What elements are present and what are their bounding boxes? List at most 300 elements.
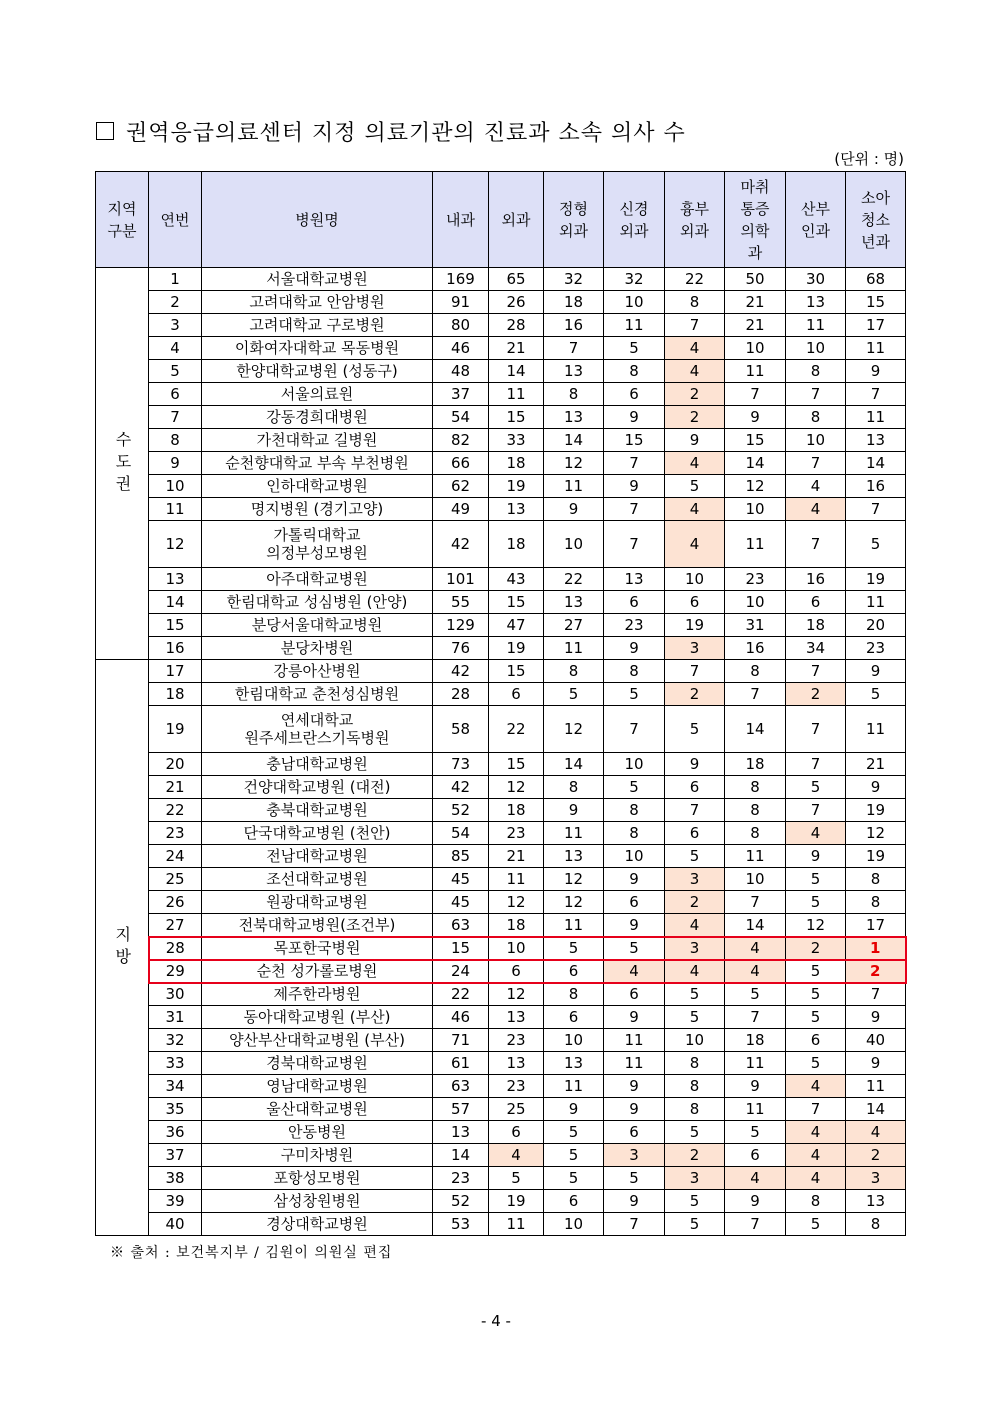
doctor-count: 9 bbox=[725, 406, 786, 429]
doctor-count: 4 bbox=[786, 475, 846, 498]
doctor-count: 7 bbox=[604, 452, 665, 475]
doctor-count: 1 bbox=[846, 937, 906, 960]
header-pediatrics bbox=[846, 172, 906, 268]
doctor-count: 5 bbox=[604, 337, 665, 360]
doctor-count: 42 bbox=[433, 776, 489, 799]
doctor-count: 13 bbox=[489, 498, 544, 521]
doctor-count: 22 bbox=[544, 568, 604, 591]
table-row bbox=[96, 845, 906, 868]
doctor-count: 14 bbox=[433, 1144, 489, 1167]
doctor-count: 18 bbox=[489, 452, 544, 475]
doctor-count: 52 bbox=[433, 1190, 489, 1213]
row-number: 35 bbox=[149, 1098, 202, 1121]
doctor-count: 11 bbox=[846, 591, 906, 614]
doctor-count: 62 bbox=[433, 475, 489, 498]
doctor-count: 9 bbox=[665, 429, 725, 452]
doctor-count: 2 bbox=[665, 1144, 725, 1167]
doctor-count: 5 bbox=[725, 1121, 786, 1144]
doctor-count: 4 bbox=[665, 498, 725, 521]
doctor-count: 15 bbox=[489, 753, 544, 776]
table-row bbox=[96, 337, 906, 360]
table-row bbox=[96, 1121, 906, 1144]
doctor-count: 5 bbox=[665, 475, 725, 498]
doctor-count: 6 bbox=[604, 983, 665, 1006]
doctor-count: 55 bbox=[433, 591, 489, 614]
row-number: 7 bbox=[149, 406, 202, 429]
doctor-count: 47 bbox=[489, 614, 544, 637]
header-text: 신경 bbox=[619, 199, 649, 218]
doctor-count: 58 bbox=[433, 706, 489, 753]
header-text: 지역 bbox=[107, 199, 137, 218]
doctor-count: 15 bbox=[725, 429, 786, 452]
unit-label: (단위 : 명) bbox=[834, 150, 904, 168]
doctor-count: 3 bbox=[665, 868, 725, 891]
table-row bbox=[96, 799, 906, 822]
table-row bbox=[96, 591, 906, 614]
doctor-count: 8 bbox=[846, 891, 906, 914]
doctor-count: 21 bbox=[725, 291, 786, 314]
header-text: 내과 bbox=[446, 210, 475, 229]
doctor-count: 22 bbox=[665, 268, 725, 291]
doctor-count: 11 bbox=[725, 521, 786, 568]
table-body bbox=[96, 268, 906, 1236]
hospital-name: 인하대학교병원 bbox=[202, 475, 433, 498]
row-number: 34 bbox=[149, 1075, 202, 1098]
doctor-count: 13 bbox=[846, 1190, 906, 1213]
doctor-count: 9 bbox=[846, 1052, 906, 1075]
row-number: 27 bbox=[149, 914, 202, 937]
row-number: 8 bbox=[149, 429, 202, 452]
doctor-count: 45 bbox=[433, 891, 489, 914]
row-number: 38 bbox=[149, 1167, 202, 1190]
doctor-count: 71 bbox=[433, 1029, 489, 1052]
doctor-count: 6 bbox=[489, 1121, 544, 1144]
doctor-count: 11 bbox=[604, 1052, 665, 1075]
doctor-count: 16 bbox=[846, 475, 906, 498]
doctor-count: 2 bbox=[665, 406, 725, 429]
hospital-name: 고려대학교 안암병원 bbox=[202, 291, 433, 314]
doctor-count: 12 bbox=[489, 983, 544, 1006]
doctor-count: 7 bbox=[786, 383, 846, 406]
table-row bbox=[96, 891, 906, 914]
doctor-count: 20 bbox=[846, 614, 906, 637]
hospital-name: 서울의료원 bbox=[202, 383, 433, 406]
doctor-count: 9 bbox=[604, 406, 665, 429]
table-row bbox=[96, 521, 906, 568]
hospital-name: 건양대학교병원 (대전) bbox=[202, 776, 433, 799]
doctor-count: 9 bbox=[604, 868, 665, 891]
doctor-count: 14 bbox=[846, 1098, 906, 1121]
doctor-count: 16 bbox=[725, 637, 786, 660]
doctor-count: 6 bbox=[665, 776, 725, 799]
row-number: 9 bbox=[149, 452, 202, 475]
doctor-count: 9 bbox=[604, 1098, 665, 1121]
doctor-count: 5 bbox=[544, 937, 604, 960]
doctor-count: 25 bbox=[489, 1098, 544, 1121]
doctor-count: 23 bbox=[489, 1029, 544, 1052]
doctor-count: 2 bbox=[665, 891, 725, 914]
doctor-count: 12 bbox=[544, 706, 604, 753]
doctor-count: 8 bbox=[604, 360, 665, 383]
row-number: 32 bbox=[149, 1029, 202, 1052]
doctor-count: 26 bbox=[489, 291, 544, 314]
doctor-count: 11 bbox=[846, 406, 906, 429]
doctor-count: 7 bbox=[786, 799, 846, 822]
table-row bbox=[96, 1167, 906, 1190]
doctor-count: 13 bbox=[604, 568, 665, 591]
header-text: 연번 bbox=[160, 210, 190, 229]
doctor-count: 7 bbox=[846, 383, 906, 406]
row-number: 22 bbox=[149, 799, 202, 822]
doctor-count: 7 bbox=[604, 1213, 665, 1236]
doctor-count: 7 bbox=[846, 983, 906, 1006]
hospital-name: 구미차병원 bbox=[202, 1144, 433, 1167]
table-row bbox=[96, 406, 906, 429]
hospital-name: 울산대학교병원 bbox=[202, 1098, 433, 1121]
doctor-count: 6 bbox=[604, 891, 665, 914]
doctor-count: 5 bbox=[786, 1006, 846, 1029]
header-text: 통증 bbox=[740, 199, 770, 218]
hospital-name: 양산부산대학교병원 (부산) bbox=[202, 1029, 433, 1052]
doctor-count: 6 bbox=[665, 822, 725, 845]
table-row bbox=[96, 960, 906, 983]
doctor-count: 11 bbox=[544, 1075, 604, 1098]
doctor-count: 4 bbox=[786, 822, 846, 845]
doctor-count: 5 bbox=[846, 683, 906, 706]
doctor-count: 11 bbox=[489, 383, 544, 406]
doctor-count: 19 bbox=[665, 614, 725, 637]
header-text: 산부 bbox=[801, 199, 830, 218]
row-number: 37 bbox=[149, 1144, 202, 1167]
doctor-count: 43 bbox=[489, 568, 544, 591]
doctor-count: 48 bbox=[433, 360, 489, 383]
doctor-count: 15 bbox=[489, 660, 544, 683]
doctor-count: 11 bbox=[489, 1213, 544, 1236]
row-number: 39 bbox=[149, 1190, 202, 1213]
row-number: 12 bbox=[149, 521, 202, 568]
header-text: 인과 bbox=[801, 221, 830, 240]
header-text: 흉부 bbox=[680, 199, 709, 218]
doctor-count: 3 bbox=[604, 1144, 665, 1167]
hospital-name: 고려대학교 구로병원 bbox=[202, 314, 433, 337]
table-row bbox=[96, 568, 906, 591]
doctor-count: 5 bbox=[544, 1144, 604, 1167]
row-number: 29 bbox=[149, 960, 202, 983]
doctor-count: 14 bbox=[725, 706, 786, 753]
table-row bbox=[96, 937, 906, 960]
doctor-count: 11 bbox=[544, 822, 604, 845]
doctor-count: 9 bbox=[665, 753, 725, 776]
doctor-count: 45 bbox=[433, 868, 489, 891]
doctor-count: 8 bbox=[725, 799, 786, 822]
doctor-count: 85 bbox=[433, 845, 489, 868]
doctor-count: 6 bbox=[786, 591, 846, 614]
doctor-count: 13 bbox=[544, 360, 604, 383]
doctor-count: 63 bbox=[433, 914, 489, 937]
header-text: 마취 bbox=[740, 177, 770, 196]
doctor-count: 6 bbox=[489, 683, 544, 706]
doctor-count: 9 bbox=[604, 1190, 665, 1213]
doctor-count: 66 bbox=[433, 452, 489, 475]
hospital-name: 연세대학교 원주세브란스기독병원 bbox=[202, 706, 433, 753]
doctor-count: 11 bbox=[725, 360, 786, 383]
header-text: 외과 bbox=[559, 221, 588, 240]
hospital-name: 가톨릭대학교 의정부성모병원 bbox=[202, 521, 433, 568]
doctor-count: 68 bbox=[846, 268, 906, 291]
doctor-count: 16 bbox=[544, 314, 604, 337]
doctor-count: 4 bbox=[665, 337, 725, 360]
hospital-name: 순천향대학교 부속 부천병원 bbox=[202, 452, 433, 475]
table-row bbox=[96, 291, 906, 314]
row-number: 4 bbox=[149, 337, 202, 360]
row-number: 26 bbox=[149, 891, 202, 914]
row-number: 23 bbox=[149, 822, 202, 845]
hospital-name: 한양대학교병원 (성동구) bbox=[202, 360, 433, 383]
doctor-count: 8 bbox=[604, 799, 665, 822]
hospital-name: 순천 성가롤로병원 bbox=[202, 960, 433, 983]
doctor-count: 7 bbox=[544, 337, 604, 360]
doctor-count: 11 bbox=[604, 314, 665, 337]
doctor-count: 23 bbox=[725, 568, 786, 591]
doctor-count: 12 bbox=[725, 475, 786, 498]
doctor-count: 11 bbox=[786, 314, 846, 337]
header-hospital bbox=[202, 172, 433, 268]
doctor-count: 4 bbox=[846, 1121, 906, 1144]
hospital-name: 강릉아산병원 bbox=[202, 660, 433, 683]
header-text: 외과 bbox=[501, 210, 531, 229]
doctor-count: 23 bbox=[604, 614, 665, 637]
doctor-count: 10 bbox=[544, 1213, 604, 1236]
doctor-count: 8 bbox=[786, 406, 846, 429]
doctor-count: 9 bbox=[846, 1006, 906, 1029]
doctor-count: 13 bbox=[433, 1121, 489, 1144]
header-text: 외과 bbox=[680, 221, 709, 240]
doctor-count: 22 bbox=[433, 983, 489, 1006]
doctor-count: 10 bbox=[725, 337, 786, 360]
doctor-count: 8 bbox=[604, 822, 665, 845]
doctor-count: 42 bbox=[433, 660, 489, 683]
hospital-name: 원광대학교병원 bbox=[202, 891, 433, 914]
table-row bbox=[96, 314, 906, 337]
hospital-name: 포항성모병원 bbox=[202, 1167, 433, 1190]
hospital-name: 동아대학교병원 (부산) bbox=[202, 1006, 433, 1029]
doctor-count: 7 bbox=[725, 383, 786, 406]
doctor-count: 11 bbox=[725, 1052, 786, 1075]
doctor-count: 19 bbox=[489, 1190, 544, 1213]
doctor-count: 5 bbox=[786, 960, 846, 983]
doctor-count: 28 bbox=[433, 683, 489, 706]
doctor-count: 10 bbox=[665, 568, 725, 591]
row-number: 20 bbox=[149, 753, 202, 776]
doctor-count: 2 bbox=[786, 937, 846, 960]
doctor-count: 8 bbox=[786, 360, 846, 383]
doctor-count: 53 bbox=[433, 1213, 489, 1236]
doctor-count: 21 bbox=[489, 845, 544, 868]
doctor-count: 5 bbox=[665, 706, 725, 753]
doctor-count: 10 bbox=[544, 1029, 604, 1052]
hospital-name: 삼성창원병원 bbox=[202, 1190, 433, 1213]
row-number: 31 bbox=[149, 1006, 202, 1029]
hospital-name: 안동병원 bbox=[202, 1121, 433, 1144]
hospital-name: 충남대학교병원 bbox=[202, 753, 433, 776]
doctor-count: 91 bbox=[433, 291, 489, 314]
doctor-count: 6 bbox=[786, 1029, 846, 1052]
doctor-count: 7 bbox=[846, 498, 906, 521]
row-number: 14 bbox=[149, 591, 202, 614]
doctor-count: 5 bbox=[665, 1213, 725, 1236]
region-cell: 지방 bbox=[96, 660, 149, 1236]
doctor-count: 8 bbox=[604, 660, 665, 683]
doctor-count: 22 bbox=[489, 706, 544, 753]
doctor-count: 7 bbox=[665, 314, 725, 337]
doctor-count: 12 bbox=[544, 452, 604, 475]
doctor-count: 8 bbox=[665, 1098, 725, 1121]
doctor-count: 13 bbox=[489, 1006, 544, 1029]
doctor-count: 23 bbox=[489, 1075, 544, 1098]
doctor-count: 10 bbox=[786, 429, 846, 452]
doctor-count: 50 bbox=[725, 268, 786, 291]
doctor-count: 10 bbox=[665, 1029, 725, 1052]
row-number: 21 bbox=[149, 776, 202, 799]
doctor-count: 17 bbox=[846, 314, 906, 337]
doctor-count: 4 bbox=[665, 521, 725, 568]
doctor-count: 10 bbox=[725, 498, 786, 521]
doctor-count: 82 bbox=[433, 429, 489, 452]
doctor-count: 18 bbox=[544, 291, 604, 314]
doctor-count: 9 bbox=[725, 1190, 786, 1213]
doctor-count-table bbox=[95, 171, 907, 1236]
doctor-count: 4 bbox=[786, 1144, 846, 1167]
header-anesthesiology bbox=[725, 172, 786, 268]
checkbox-square-icon bbox=[96, 122, 114, 140]
doctor-count: 4 bbox=[665, 360, 725, 383]
hospital-name: 아주대학교병원 bbox=[202, 568, 433, 591]
hospital-name: 전북대학교병원(조건부) bbox=[202, 914, 433, 937]
table-row bbox=[96, 683, 906, 706]
doctor-count: 12 bbox=[544, 868, 604, 891]
hospital-name: 서울대학교병원 bbox=[202, 268, 433, 291]
doctor-count: 9 bbox=[544, 1098, 604, 1121]
doctor-count: 76 bbox=[433, 637, 489, 660]
table-row bbox=[96, 1075, 906, 1098]
table-row bbox=[96, 1144, 906, 1167]
table-row bbox=[96, 914, 906, 937]
doctor-count: 11 bbox=[846, 337, 906, 360]
doctor-count: 5 bbox=[544, 1167, 604, 1190]
doctor-count: 18 bbox=[725, 1029, 786, 1052]
doctor-count: 21 bbox=[846, 753, 906, 776]
row-number: 19 bbox=[149, 706, 202, 753]
table-row bbox=[96, 429, 906, 452]
doctor-count: 7 bbox=[725, 1213, 786, 1236]
doctor-count: 9 bbox=[544, 799, 604, 822]
doctor-count: 11 bbox=[544, 475, 604, 498]
row-number: 10 bbox=[149, 475, 202, 498]
doctor-count: 34 bbox=[786, 637, 846, 660]
doctor-count: 40 bbox=[846, 1029, 906, 1052]
doctor-count: 4 bbox=[665, 914, 725, 937]
doctor-count: 13 bbox=[786, 291, 846, 314]
doctor-count: 61 bbox=[433, 1052, 489, 1075]
doctor-count: 10 bbox=[489, 937, 544, 960]
source-note: ※ 출처 : 보건복지부 / 김원이 의원실 편집 bbox=[110, 1245, 393, 1261]
header-surgery bbox=[489, 172, 544, 268]
table-row bbox=[96, 822, 906, 845]
doctor-count: 6 bbox=[604, 383, 665, 406]
doctor-count: 10 bbox=[604, 845, 665, 868]
table-row bbox=[96, 475, 906, 498]
doctor-count: 7 bbox=[786, 706, 846, 753]
doctor-count: 7 bbox=[604, 498, 665, 521]
doctor-count: 7 bbox=[604, 706, 665, 753]
doctor-count: 5 bbox=[665, 1190, 725, 1213]
hospital-name: 이화여자대학교 목동병원 bbox=[202, 337, 433, 360]
doctor-count: 2 bbox=[846, 1144, 906, 1167]
doctor-count: 23 bbox=[433, 1167, 489, 1190]
doctor-count: 7 bbox=[725, 683, 786, 706]
table-row bbox=[96, 383, 906, 406]
row-number: 36 bbox=[149, 1121, 202, 1144]
doctor-count: 30 bbox=[786, 268, 846, 291]
hospital-name: 분당차병원 bbox=[202, 637, 433, 660]
doctor-count: 11 bbox=[725, 845, 786, 868]
doctor-count: 27 bbox=[544, 614, 604, 637]
doctor-count: 6 bbox=[544, 1006, 604, 1029]
doctor-count: 11 bbox=[489, 868, 544, 891]
doctor-count: 10 bbox=[544, 521, 604, 568]
table-row bbox=[96, 1006, 906, 1029]
row-number: 2 bbox=[149, 291, 202, 314]
hospital-name: 한림대학교 성심병원 (안양) bbox=[202, 591, 433, 614]
doctor-count: 4 bbox=[725, 1167, 786, 1190]
doctor-count: 21 bbox=[489, 337, 544, 360]
doctor-count: 4 bbox=[786, 498, 846, 521]
doctor-count: 8 bbox=[786, 1190, 846, 1213]
doctor-count: 11 bbox=[544, 637, 604, 660]
doctor-count: 3 bbox=[665, 937, 725, 960]
doctor-count: 10 bbox=[604, 753, 665, 776]
doctor-count: 14 bbox=[489, 360, 544, 383]
doctor-count: 9 bbox=[604, 1075, 665, 1098]
doctor-count: 4 bbox=[786, 1121, 846, 1144]
doctor-count: 8 bbox=[725, 822, 786, 845]
table-row bbox=[96, 1098, 906, 1121]
doctor-count: 5 bbox=[665, 1006, 725, 1029]
doctor-count: 57 bbox=[433, 1098, 489, 1121]
row-number: 16 bbox=[149, 637, 202, 660]
doctor-count: 33 bbox=[489, 429, 544, 452]
doctor-count: 18 bbox=[489, 521, 544, 568]
header-text: 정형 bbox=[559, 199, 588, 218]
doctor-count: 6 bbox=[544, 960, 604, 983]
table-row bbox=[96, 268, 906, 291]
hospital-name: 강동경희대병원 bbox=[202, 406, 433, 429]
doctor-count: 9 bbox=[846, 360, 906, 383]
table-row bbox=[96, 983, 906, 1006]
hospital-name: 충북대학교병원 bbox=[202, 799, 433, 822]
doctor-count: 13 bbox=[846, 429, 906, 452]
doctor-count: 19 bbox=[489, 475, 544, 498]
doctor-count: 8 bbox=[846, 1213, 906, 1236]
doctor-count: 9 bbox=[604, 475, 665, 498]
section-title bbox=[96, 116, 686, 146]
hospital-name: 한림대학교 춘천성심병원 bbox=[202, 683, 433, 706]
doctor-count: 5 bbox=[489, 1167, 544, 1190]
doctor-count: 5 bbox=[544, 683, 604, 706]
doctor-count: 7 bbox=[725, 891, 786, 914]
table-row bbox=[96, 614, 906, 637]
doctor-count: 46 bbox=[433, 337, 489, 360]
